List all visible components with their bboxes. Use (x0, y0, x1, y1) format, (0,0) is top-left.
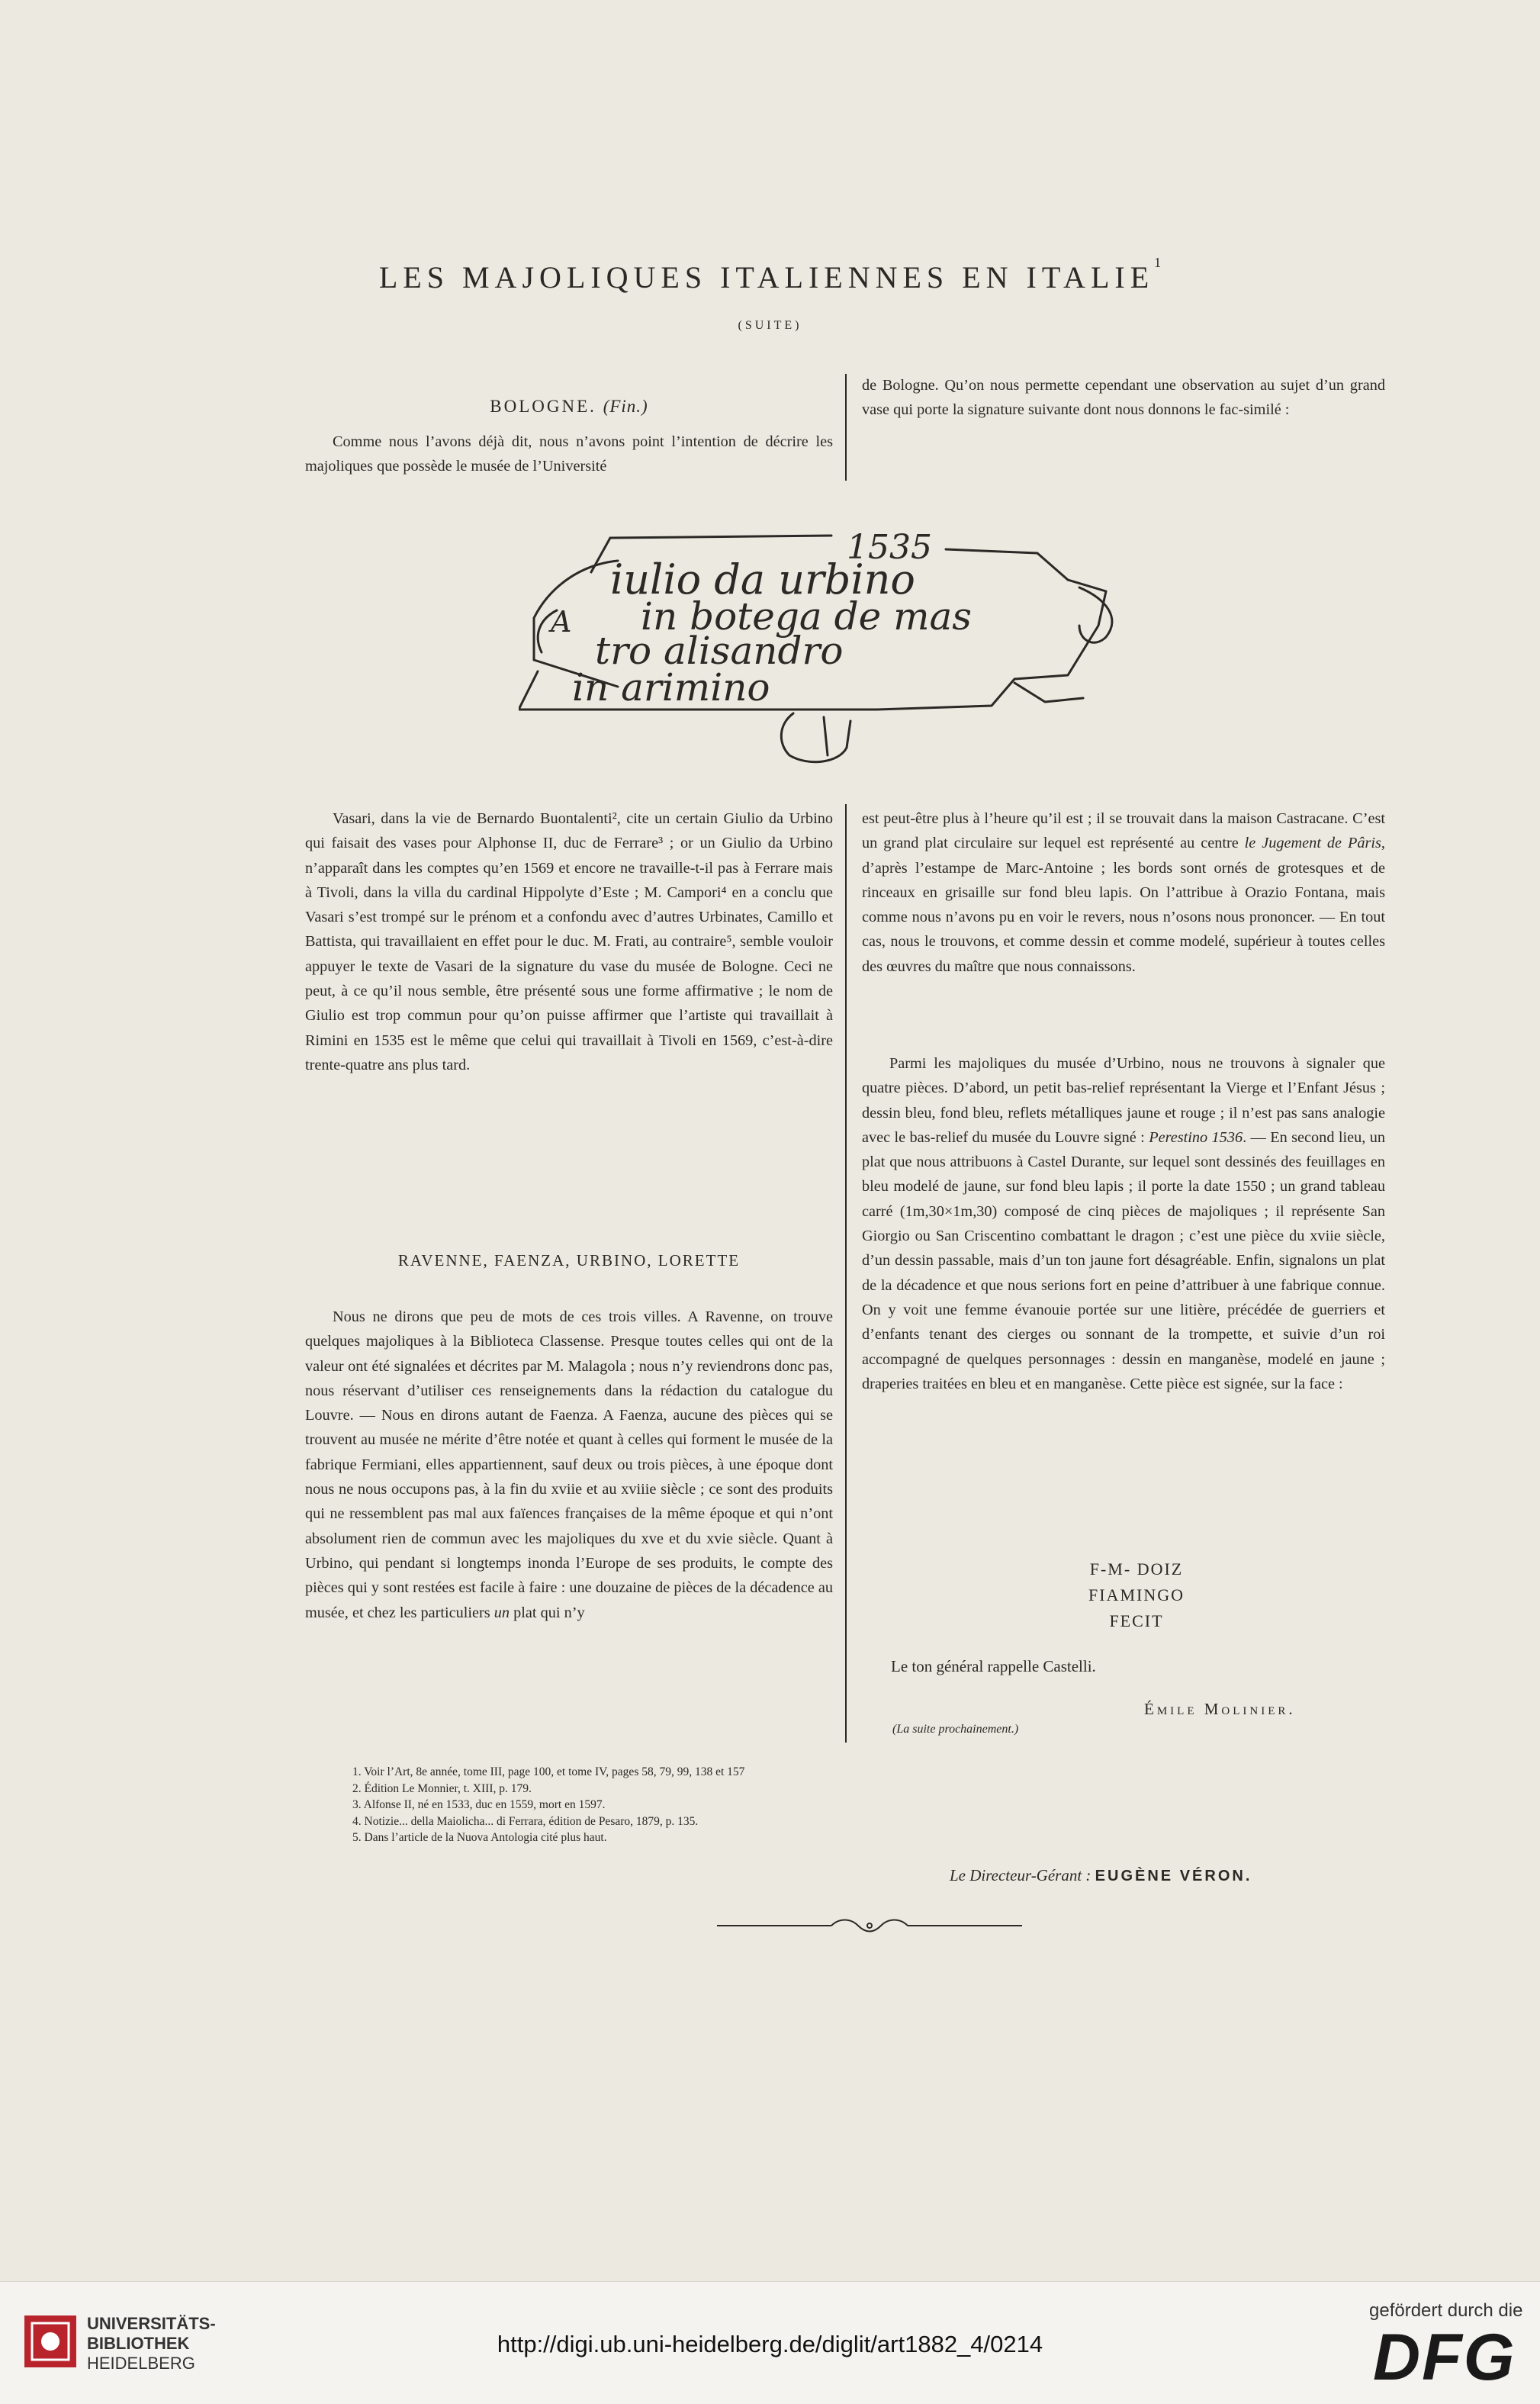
body-left-2-text: Nous ne dirons que peu de mots de ces trois villes. A Ravenne, on trouve quelques majoliques à la Biblioteca Classense. Presque toutes celles qui ont de la valeur ont été signalées et décrites par M. Malagola ; nous n’y reviendrons donc pas, nous réservant d’utiliser ces renseignements dans la rédaction du catalogue du Louvre. — Nous en dirons autant de Faenza. A Faenza, aucune des pièces qui se trouvent au musée ne mérite d’être notée et quant à celles qui forment le musée de la fabrique Fermiani, elles appartiennent, sauf deux ou trois pièces, à une époque dont nous ne nous occupons pas, à la fin du xviie et au xviiie siècle ; ce sont des produits qui ne ressemblent pas mal aux faïences françaises de la même époque et qui n’ont absolument rien de commun avec les majoliques du xve et du xvie siècle. Quant à Urbino, qui pendant si longtemps inonda l’Europe de ses produits, le compte des pièces qui y sont restées est facile à faire : une douzaine de pièces de la décadence au musée, et chez les particuliers (305, 1308, 833, 1621)
dfg-logo: DFG (1373, 2321, 1516, 2394)
body-right-1b: , d’après l’estampe de Marc-Antoine ; les bords sont ornés de grotesques et de rinceaux en grisaille sur fond bleu lapis. On l’attribue à Orazio Fontana, mais comme nous n’avons pu en voir le revers, nous n’osons nous prononcer. — En tout cas, nous le trouvons, et comme dessin et comme modelé, supérieur à toutes celles des œuvres du maître que nous connaissons. (862, 835, 1385, 975)
plate-signature-line-3: FECIT (1109, 1611, 1164, 1630)
facsimile-line-1: 1535 (847, 528, 932, 567)
plate-signature-line-2: FIAMINGO (1088, 1585, 1185, 1604)
article-title-text: LES MAJOLIQUES ITALIENNES EN ITALIE (378, 260, 1155, 294)
intro-right-paragraph: de Bologne. Qu’on nous permette cependant une observation au sujet d’un grand vase qui porte la signature suivante dont nous donnons le fac-similé : (862, 377, 1385, 419)
article-title (0, 255, 1540, 295)
body-left-2-italic: un (494, 1604, 510, 1621)
plate-signature-line-1: F-M- DOIZ (1089, 1559, 1184, 1579)
footnote-3: 3. Alfonse II, né en 1533, duc en 1559, mort en 1597. (352, 1798, 606, 1811)
body-right-2a: Parmi les majoliques du musée d’Urbino, nous ne trouvons à signaler que quatre pièces. D’abord, un petit bas-relief représentant la Vierge et l’Enfant Jésus ; dessin bleu, fond bleu, reflets métalliques jaune et rouge ; il n’est pas sans analogie avec le bas-relief du musée du Louvre signé : (862, 1055, 1385, 1146)
body-right-1-italic: le Jugement de Pâris (1244, 835, 1381, 852)
source-url-link[interactable]: http://digi.ub.uni-heidelberg.de/diglit/art1882_4/0214 (497, 2331, 1043, 2357)
director-label: Le Directeur-Gérant : (950, 1866, 1092, 1884)
footnote-2: 2. Édition Le Monnier, t. XIII, p. 179. (352, 1781, 532, 1795)
section-heading-text: BOLOGNE. (490, 397, 596, 416)
digitization-footer (0, 2281, 1540, 2404)
author-signature: Émile Molinier. (1144, 1700, 1296, 1718)
facsimile-signature (519, 526, 1175, 786)
facsimile-line-3: in botega de mas (641, 594, 972, 639)
footnote-1: 1. Voir l’Art, 8e année, tome III, page 100, et tome IV, pages 58, 79, 99, 138 et 157 (352, 1765, 745, 1778)
footnotes (352, 1764, 1039, 1846)
facsimile-line-4: tro alisandro (595, 629, 844, 673)
article-subtitle: (SUITE) (738, 319, 802, 332)
body-left-paragraph-1: Vasari, dans la vie de Bernardo Buontalenti², cite un certain Giulio da Urbino qui faisait des vases pour Alphonse II, duc de Ferrare³ ; or un Giulio da Urbino n’apparaît dans les comptes qu’en 1569 et encore ne travaille-t-il pas à Ferrare mais à Tivoli, dans la villa du cardinal Hippolyte d’Este ; M. Campori⁴ en a conclu que Vasari s’est trompé sur le prénom et a confondu avec d’autres Urbinates, Camillo et Battista, qui travaillaient en effet pour le duc. M. Frati, au contraire⁵, semble vouloir appuyer le texte de Vasari de la signature du vase du musée de Bologne. Ceci ne peut, à ce qu’il nous semble, être présenté sous une forme affirmative ; le nom de Giulio est trop commun pour qu’on puisse affirmer que l’artiste qui travaillait à Rimini en 1535 est le même que celui qui travaillait à Tivoli en 1569, c’est-à-dire trente-quatre ans plus tard. (305, 810, 833, 1073)
column-divider-main (845, 804, 847, 1743)
body-right-1a: est peut-être plus à l’heure qu’il est ; il se trouvait dans la maison Castracane. C’est un grand plat circulaire sur lequel est représenté au centre (862, 810, 1385, 852)
body-right-2-italic: Perestino 1536 (1149, 1128, 1243, 1146)
title-footnote-ref: 1 (1154, 255, 1162, 270)
body-right-2b: . — En second lieu, un plat que nous attribuons à Castel Durante, sur lequel sont dessinés des feuillages en bleu modelé de jaune, sur fond bleu lapis ; il porte la date 1550 ; un grand tableau carré (1m,30×1m,30) composé de cinq pièces de majoliques ; il représente San Giorgio ou San Criscentino combattant le dragon ; c’est une pièce du xviie siècle, d’un dessin passable, mais d’un ton jaune fort désagréable. Enfin, signalons un plat de la décadence et que nous serions fort en peine d’attribuer à une fabrique connue. On y voit une femme évanouie portée sur une litière, précédée de guerriers et d’enfants tenant des cierges ou sonnant de la trompette, et suivie d’un roi accompagné de quelques personnages : dessin en manganèse, modelé en jaune ; draperies traitées en bleu et en manganèse. Cette pièce est signée, sur la face : (862, 1128, 1385, 1392)
body-right-paragraph-1 (862, 806, 1385, 979)
library-name-line-3: HEIDELBERG (87, 2354, 195, 2373)
section-heading-bologne (305, 397, 833, 417)
tone-note: Le ton général rappelle Castelli. (891, 1657, 1096, 1675)
footnote-4: 4. Notizie... della Maiolicha... di Ferrara, édition de Pesaro, 1879, p. 135. (352, 1814, 699, 1828)
facsimile-left-mark: A (551, 605, 572, 639)
column-divider-top (845, 374, 847, 481)
plate-signature (976, 1556, 1297, 1634)
library-name-line-2: BIBLIOTHEK (87, 2334, 190, 2353)
ornamental-divider (717, 1916, 1022, 1935)
to-be-continued-note: (La suite prochainement.) (892, 1723, 1019, 1736)
footnote-5: 5. Dans l’article de la Nuova Antologia cité plus haut. (352, 1831, 607, 1844)
intro-left-paragraph: Comme nous l’avons déjà dit, nous n’avons point l’intention de décrire les majoliques que possède le musée de l’Université (305, 433, 833, 475)
body-right-paragraph-2 (862, 1051, 1385, 1396)
facsimile-line-2: iulio da urbino (610, 555, 915, 603)
body-left-2-end: plat qui n’y (513, 1604, 585, 1621)
section-heading-italic: (Fin.) (603, 397, 648, 416)
library-name-line-1: UNIVERSITÄTS- (87, 2314, 216, 2333)
director-line (950, 1866, 1252, 1885)
section-heading-ravenne: RAVENNE, FAENZA, URBINO, LORETTE (397, 1251, 741, 1270)
director-name: EUGÈNE VÉRON. (1095, 1868, 1252, 1884)
facsimile-line-5: in arimino (572, 665, 770, 710)
body-left-paragraph-2 (305, 1305, 833, 1625)
funded-by-label: gefördert durch die (1369, 2300, 1523, 2321)
